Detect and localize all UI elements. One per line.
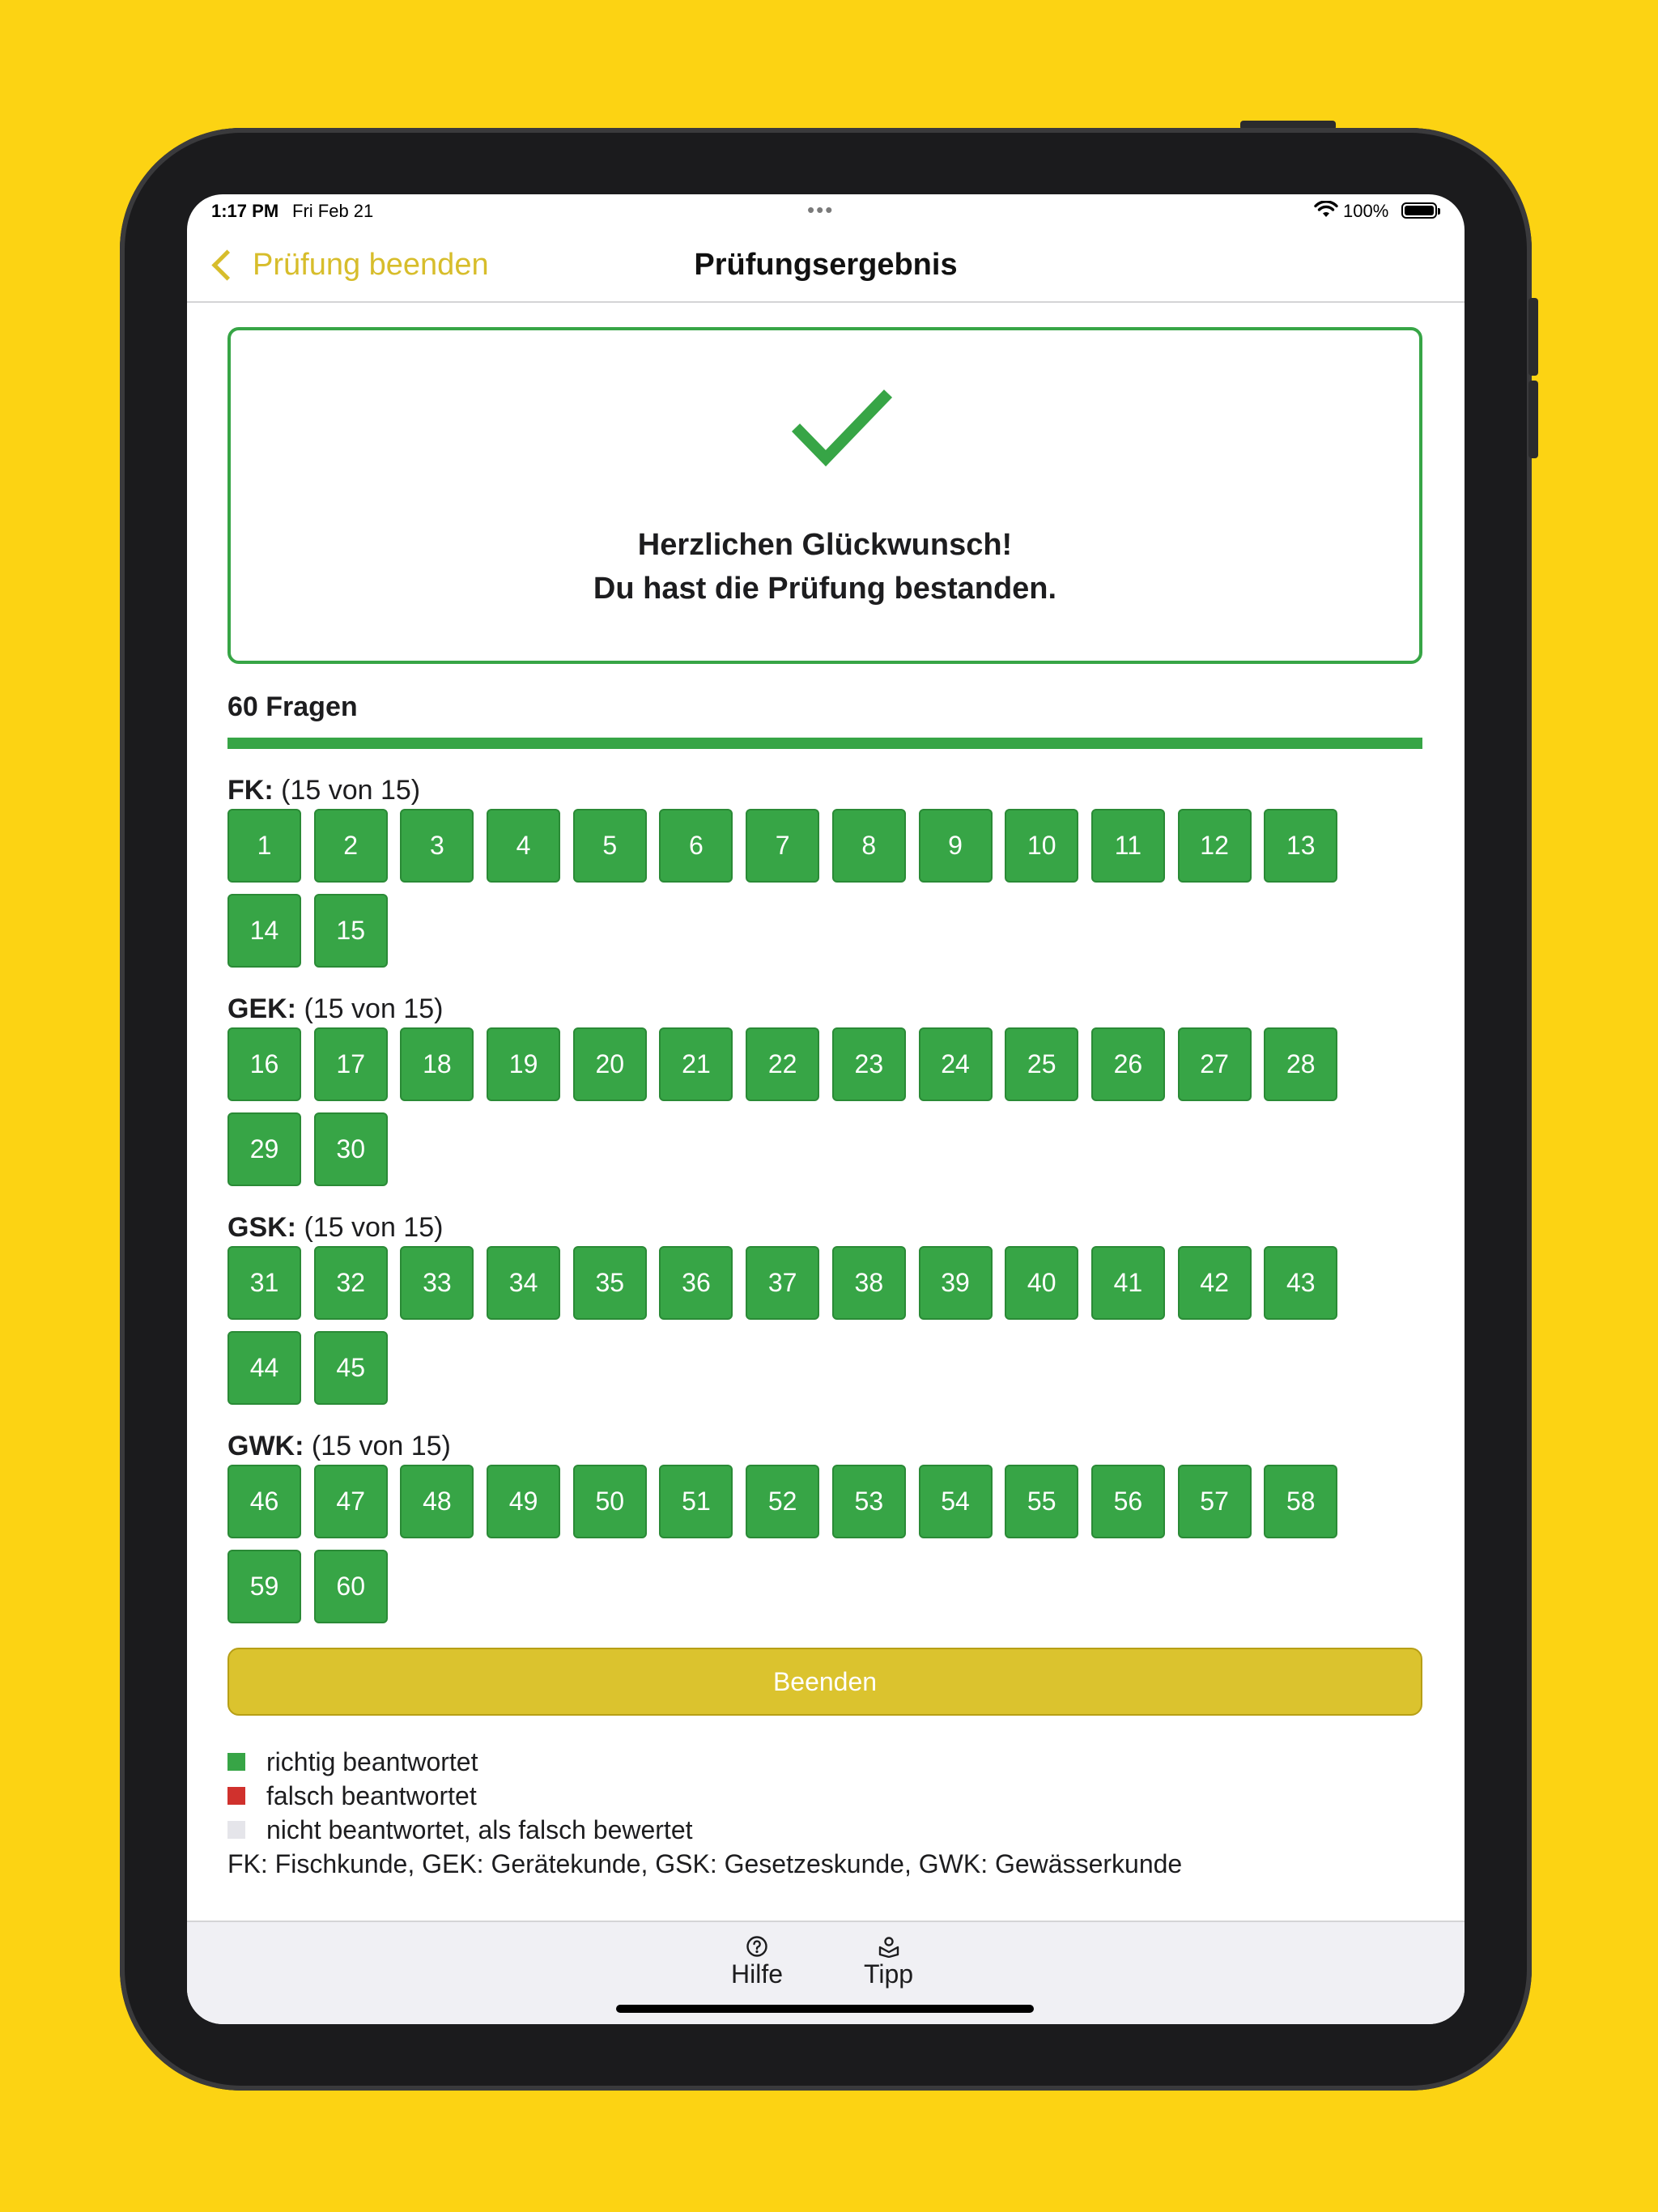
question-cell[interactable]: 54 (919, 1465, 993, 1538)
legend-correct (227, 1745, 1422, 1779)
section-abbr: GEK: (227, 993, 296, 1024)
question-section (227, 1212, 1422, 1405)
section-title (227, 993, 1422, 1026)
multitasking-dots-icon[interactable]: ••• (807, 198, 835, 222)
question-cell[interactable]: 23 (832, 1027, 906, 1101)
question-cell[interactable]: 46 (227, 1465, 301, 1538)
status-bar (187, 194, 1465, 230)
section-title (227, 775, 1422, 807)
tab-help-label: Hilfe (731, 1959, 784, 1989)
legend-wrong-label: falsch beantwortet (266, 1780, 477, 1810)
back-button-label: Prüfung beenden (253, 248, 489, 282)
tab-help[interactable] (731, 1935, 783, 1989)
question-section (227, 1431, 1422, 1623)
legend-swatch-correct (227, 1753, 245, 1771)
result-content (227, 327, 1422, 1881)
question-grid (227, 1465, 1422, 1623)
tab-bar (187, 1921, 1465, 2024)
section-title (227, 1212, 1422, 1244)
legend-swatch-wrong (227, 1787, 245, 1805)
question-cell[interactable]: 56 (1091, 1465, 1165, 1538)
tip-icon (878, 1935, 900, 1958)
question-cell[interactable]: 7 (746, 809, 819, 883)
question-cell[interactable]: 60 (314, 1550, 388, 1623)
question-cell[interactable]: 49 (487, 1465, 560, 1538)
checkmark-icon (789, 387, 895, 468)
question-cell[interactable]: 31 (227, 1246, 301, 1320)
question-cell[interactable]: 50 (573, 1465, 647, 1538)
question-cell[interactable]: 57 (1178, 1465, 1252, 1538)
question-cell[interactable]: 41 (1091, 1246, 1165, 1320)
device-volume-up (1528, 298, 1538, 376)
tab-tip-label: Tipp (864, 1959, 914, 1989)
section-score: (15 von 15) (304, 993, 444, 1024)
progress-bar (227, 738, 1422, 749)
question-section (227, 993, 1422, 1186)
legend-unanswered (227, 1813, 1422, 1847)
question-cell[interactable]: 33 (400, 1246, 474, 1320)
section-score: (15 von 15) (311, 1431, 451, 1461)
question-cell[interactable]: 47 (314, 1465, 388, 1538)
question-cell[interactable]: 45 (314, 1331, 388, 1405)
question-cell[interactable]: 15 (314, 894, 388, 968)
question-cell[interactable]: 2 (314, 809, 388, 883)
question-cell[interactable]: 36 (659, 1246, 733, 1320)
question-cell[interactable]: 22 (746, 1027, 819, 1101)
question-cell[interactable]: 51 (659, 1465, 733, 1538)
question-cell[interactable]: 21 (659, 1027, 733, 1101)
question-cell[interactable]: 35 (573, 1246, 647, 1320)
question-cell[interactable]: 1 (227, 809, 301, 883)
section-abbr: FK: (227, 775, 274, 806)
question-cell[interactable]: 39 (919, 1246, 993, 1320)
question-cell[interactable]: 12 (1178, 809, 1252, 883)
question-cell[interactable]: 30 (314, 1112, 388, 1186)
battery-icon (1401, 202, 1437, 219)
question-cell[interactable]: 52 (746, 1465, 819, 1538)
help-icon (746, 1935, 768, 1958)
question-cell[interactable]: 3 (400, 809, 474, 883)
question-cell[interactable]: 24 (919, 1027, 993, 1101)
question-cell[interactable]: 44 (227, 1331, 301, 1405)
question-grid (227, 1246, 1422, 1405)
question-sections (227, 775, 1422, 1623)
question-cell[interactable]: 4 (487, 809, 560, 883)
abbreviation-legend: FK: Fischkunde, GEK: Gerätekunde, GSK: Gesetzeskunde, GWK: Gewässerkunde (227, 1849, 1183, 1878)
question-cell[interactable]: 58 (1264, 1465, 1337, 1538)
question-cell[interactable]: 29 (227, 1112, 301, 1186)
legend (227, 1745, 1422, 1881)
question-cell[interactable]: 32 (314, 1246, 388, 1320)
result-message-line2: Du hast die Prüfung bestanden. (593, 572, 1057, 606)
question-grid (227, 809, 1422, 968)
question-cell[interactable]: 6 (659, 809, 733, 883)
question-cell[interactable]: 42 (1178, 1246, 1252, 1320)
question-cell[interactable]: 14 (227, 894, 301, 968)
question-cell[interactable]: 53 (832, 1465, 906, 1538)
question-cell[interactable]: 48 (400, 1465, 474, 1538)
result-message (231, 523, 1419, 610)
legend-unanswered-label: nicht beantwortet, als falsch bewertet (266, 1814, 693, 1844)
finish-button[interactable]: Beenden (227, 1648, 1422, 1716)
question-cell[interactable]: 19 (487, 1027, 560, 1101)
question-cell[interactable]: 18 (400, 1027, 474, 1101)
progress-fill (227, 738, 1422, 749)
status-time: 1:17 PM (211, 201, 279, 221)
question-cell[interactable]: 10 (1005, 809, 1078, 883)
question-cell[interactable]: 55 (1005, 1465, 1078, 1538)
battery-percentage: 100% (1343, 201, 1389, 221)
question-cell[interactable]: 17 (314, 1027, 388, 1101)
question-cell[interactable]: 5 (573, 809, 647, 883)
legend-correct-label: richtig beantwortet (266, 1746, 478, 1776)
section-score: (15 von 15) (304, 1212, 444, 1243)
navigation-bar (187, 230, 1465, 303)
status-date: Fri Feb 21 (292, 201, 374, 221)
legend-swatch-unanswered (227, 1821, 245, 1839)
section-title (227, 1431, 1422, 1463)
question-grid (227, 1027, 1422, 1186)
question-cell[interactable]: 28 (1264, 1027, 1337, 1101)
question-cell[interactable]: 38 (832, 1246, 906, 1320)
question-cell[interactable]: 37 (746, 1246, 819, 1320)
section-score: (15 von 15) (281, 775, 421, 806)
question-cell[interactable]: 27 (1178, 1027, 1252, 1101)
question-cell[interactable]: 25 (1005, 1027, 1078, 1101)
wifi-icon (1314, 201, 1338, 223)
question-cell[interactable]: 9 (919, 809, 993, 883)
question-cell[interactable]: 16 (227, 1027, 301, 1101)
question-cell[interactable]: 8 (832, 809, 906, 883)
question-count: 60 Fragen (227, 691, 358, 722)
question-cell[interactable]: 20 (573, 1027, 647, 1101)
question-cell[interactable]: 11 (1091, 809, 1165, 883)
question-cell[interactable]: 26 (1091, 1027, 1165, 1101)
page-title: Prüfungsergebnis (694, 248, 958, 282)
legend-wrong (227, 1779, 1422, 1813)
home-indicator[interactable] (616, 2005, 1034, 2013)
tab-tip[interactable] (864, 1935, 913, 1989)
result-message-line1: Herzlichen Glückwunsch! (637, 528, 1013, 562)
question-cell[interactable]: 34 (487, 1246, 560, 1320)
device-volume-down (1528, 381, 1538, 458)
question-cell[interactable]: 43 (1264, 1246, 1337, 1320)
app-screen (187, 194, 1465, 2024)
section-abbr: GSK: (227, 1212, 296, 1243)
question-cell[interactable]: 13 (1264, 809, 1337, 883)
question-cell[interactable]: 59 (227, 1550, 301, 1623)
question-cell[interactable]: 40 (1005, 1246, 1078, 1320)
question-section (227, 775, 1422, 968)
result-card (227, 327, 1422, 664)
section-abbr: GWK: (227, 1431, 304, 1461)
